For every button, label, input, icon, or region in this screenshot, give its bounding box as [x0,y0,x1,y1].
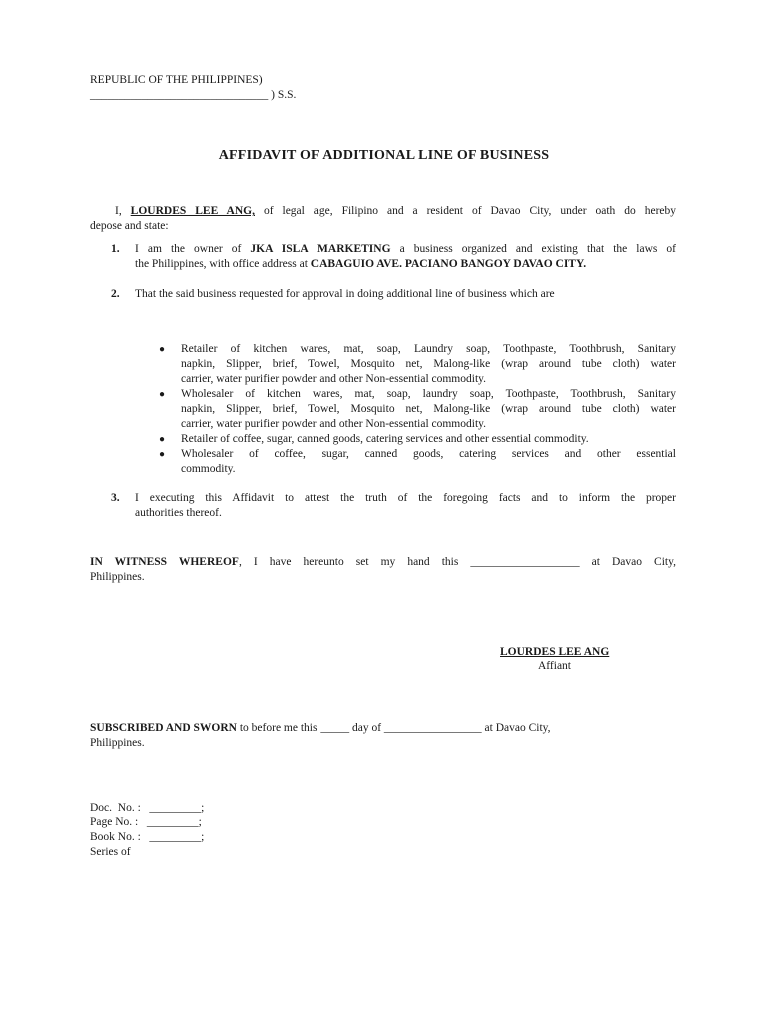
intro-prefix: I, [115,205,131,217]
witness-lead: IN WITNESS WHEREOF [90,556,239,568]
bullet-item [157,432,676,447]
item-1-text-b: a business organized and existing that the laws of [390,243,676,255]
bullet-item [157,387,676,432]
document-title: AFFIDAVIT OF ADDITIONAL LINE OF BUSINESS [218,148,550,163]
bullet-line: carrier, water purifier powder and other Non-essential commodity. [181,373,487,385]
witness-line-2: Philippines. [90,571,145,583]
item-3-line-2: authorities thereof. [135,507,222,519]
business-name: JKA ISLA MARKETING [250,243,391,255]
ss-label: ) S.S. [271,89,297,101]
doc-number: Doc. No. : _________; [90,802,205,814]
subscribed-line-2: Philippines. [90,737,145,749]
item-1-line-1 [135,242,676,257]
bullet-line: napkin, Slipper, brief, Towel, Mosquito net, Malong-like (wrap around tube cloth) water [181,358,676,370]
item-1-text-c: the Philippines, with office address at [135,258,311,270]
item-number: 3. [111,492,120,504]
list-item [111,242,676,274]
bullet-icon: ● [159,389,166,400]
republic-line: REPUBLIC OF THE PHILIPPINES) [90,74,263,86]
bullet-line: commodity. [181,463,236,475]
item-2-text: That the said business requested for approval in doing additional line of business which are [135,288,555,300]
bullet-line: Retailer of kitchen wares, mat, soap, Laundry soap, Toothpaste, Toothbrush, Sanitary [181,343,676,355]
item-number: 2. [111,288,120,300]
bullet-line: Wholesaler of coffee, sugar, canned goods, catering services and other essential [181,448,676,460]
series-of: Series of [90,846,131,858]
intro-line-2: depose and state: [90,220,169,232]
intro-line-1 [90,204,676,219]
book-number: Book No. : _________; [90,831,205,843]
signature-role: Affiant [538,660,572,672]
bullet-line: napkin, Slipper, brief, Towel, Mosquito net, Malong-like (wrap around tube cloth) water [181,403,676,415]
ss-line [90,88,296,103]
list-item [111,491,676,523]
bullet-icon: ● [159,344,166,355]
bullet-icon: ● [159,434,166,445]
subscribed-lead: SUBSCRIBED AND SWORN [90,722,237,734]
intro-rest: of legal age, Filipino and a resident of Davao City, under oath do hereby [255,205,676,217]
business-lines-list [157,342,676,477]
signature-name: LOURDES LEE ANG [500,646,610,658]
bullet-icon: ● [159,449,166,460]
bullet-item [157,342,676,387]
ss-blank: _______________________________ [90,89,269,101]
office-address: CABAGUIO AVE. PACIANO BANGOY DAVAO CITY. [310,258,587,270]
list-item [111,287,676,303]
affiant-name: LOURDES LEE ANG, [130,205,255,217]
subscribed-line-1 [90,721,551,736]
subscribed-rest: to before me this _____ day of _________________ at Davao City, [236,722,551,734]
item-1-text-a: I am the owner of [135,243,251,255]
bullet-line: carrier, water purifier powder and other Non-essential commodity. [181,418,487,430]
item-3-line-1: I executing this Affidavit to attest the truth of the foregoing facts and to inform the proper [135,492,676,504]
item-1-line-2 [135,257,676,272]
item-number: 1. [111,243,120,255]
page-number: Page No. : _________; [90,816,202,828]
bullet-item [157,447,676,477]
bullet-line: Wholesaler of kitchen wares, mat, soap, laundry soap, Toothpaste, Toothbrush, Sanitary [181,388,676,400]
witness-rest: , I have hereunto set my hand this ___________________ at Davao City, [238,556,677,568]
witness-line-1 [90,555,676,570]
bullet-line: Retailer of coffee, sugar, canned goods, catering services and other essential commodity. [181,433,589,445]
